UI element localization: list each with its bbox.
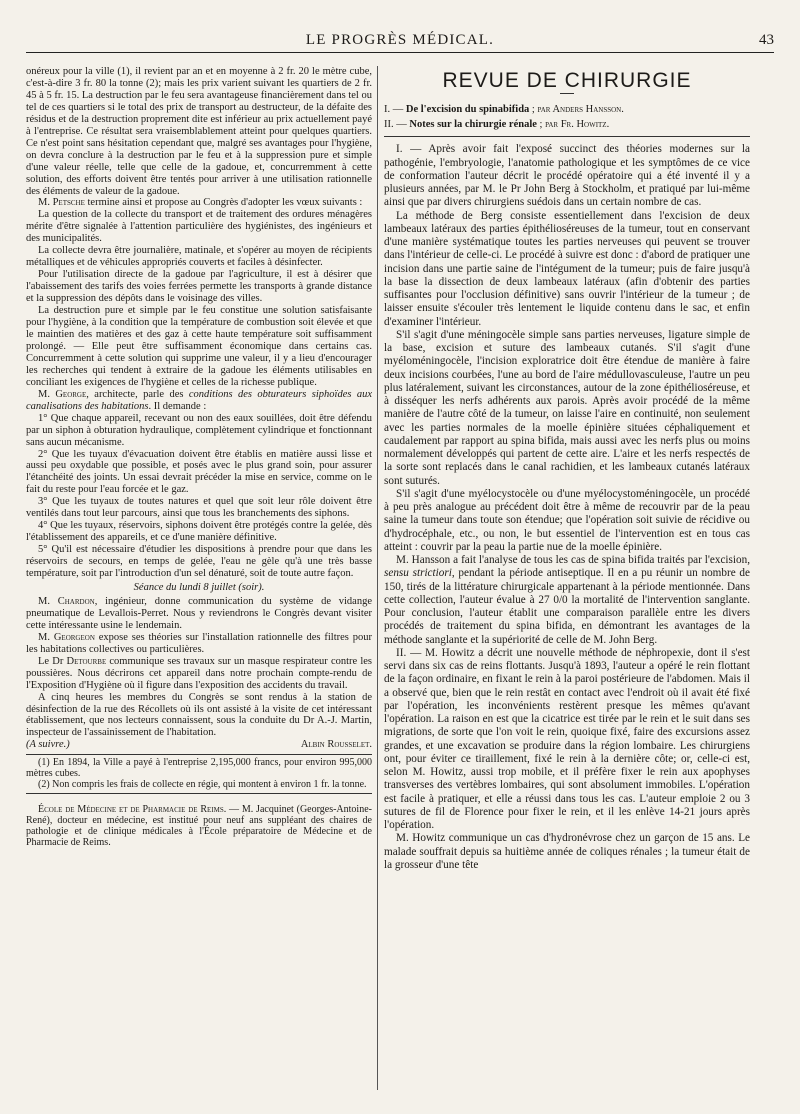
person-name: M. Petsche <box>38 197 85 209</box>
person-name: M. Georgeon <box>38 631 95 643</box>
toc-item: I. — De l'excision du spinabifida ; par Anders Hansson. <box>384 104 624 116</box>
paragraph: 5° Qu'il est nécessaire d'étudier les dispositions à prendre pour que dans les réservoirs de secours, en temps de gelée, l'eau ne gèle qu'à une très basse température, soit par l'introduction d'un sel dénaturé, soit de toute autre façon. <box>26 544 372 580</box>
person-name: M. George <box>38 388 87 400</box>
paragraph: onéreux pour la ville (1), il revient par an et en moyenne à 2 fr. 20 le mètre cube, c'est-à-dire 3 fr. 80 la tonne (2); mais les prix varient suivant les quartiers de 2 fr. 45 à 5 fr. 15. La destruction par le feu sera avantageuse financièrement dans tel ou tel de ces quartiers si le total des prix de transport au destructeur, de la défaite des résidus et de la destruction proprement dite est inférieur au prix actuellement payé à l'entreprise. Ce résultat sera vraisemblablement atteint pour quelques quartiers. Ce n'est point sans hésitation cependant que, malgré ses avantages pour l'hygiène, on devra conclure à la destruction par le feu et à la suppression pure et simple d'une valeur réelle, telle que celle de la gadoue, et, concurremment à cette solution, des efforts doivent être tentés pour arriver à une utilisation rationnelle des éléments de valeur de la gadoue. <box>26 66 372 197</box>
paragraph: 4° Que les tuyaux, réservoirs, siphons doivent être protégés contre la gelée, dès l'établissement des appareils, et ce d'une manière définitive. <box>26 520 372 544</box>
paragraph: M. Howitz communique un cas d'hydronévrose chez un garçon de 15 ans. Le malade souffrait depuis sa huitième année de coliques rénales ; la tumeur était de la grosseur d'une tête <box>384 832 750 871</box>
paragraph: M. Hansson a fait l'analyse de tous les cas de spina bifida traités par l'excision, sensu strictiori, pendant la période antiseptique. Il en a pu réunir un nombre de 150, tirés de la littérature chirurgicale appartenant à la période mentionnée. Dans cette collection, l'auteur évalue à 27 0/0 la mortalité de l'intervention sanglante. Pour conclusion, l'auteur établit une comparaison parallèle entre les divers procédés de traitement du spina bifida, en démontrant les avantages de la méthode sanglante et la supériorité de celle de M. John Berg. <box>384 554 750 646</box>
column-divider <box>377 66 378 1090</box>
paragraph: M. Georgeon expose ses théories sur l'installation rationnelle des filtres pour les habitations collectives ou particulières. <box>26 631 372 655</box>
person-name: M. Chardon <box>38 595 95 607</box>
page-header <box>26 30 774 53</box>
paragraph: I. — Après avoir fait l'exposé succinct des théories modernes sur la pathogénie, l'embryologie, l'anatomie pathologique et les symptômes de ce vice de conformation l'auteur décrit le procédé opératoire qui a été inventé il y a plusieurs années, par M. le Pr John Berg à Stockholm, et pratiqué par lui-même ainsi que par divers chirurgiens suédois dans un certain nombre de cas. <box>384 143 750 209</box>
paragraph: 3° Que les tuyaux de toutes natures et quel que soit leur rôle doivent être ventilés dans tout leur parcours, ainsi que tous les branchements des siphons. <box>26 496 372 520</box>
paragraph: M. Chardon, ingénieur, donne communication du système de vidange pneumatique de Levallois-Perret. Nous y reviendrons le Congrès devant visiter cette intéressante usine le lendemain. <box>26 595 372 631</box>
paragraph: A cinq heures les membres du Congrès se sont rendus à la station de désinfection de la rue des Récollets où ils ont assisté à la visite de cet intéressant établissement, que nos lecteurs connaissent, sous la conduite du Dr A.-J. Martin, inspecteur de l'assainissement de l'habitation. <box>26 691 372 739</box>
to-be-continued: (A suivre.) <box>26 739 70 751</box>
paragraph: Pour l'utilisation directe de la gadoue par l'agriculture, il est à désirer que l'abaissement des tarifs des voies ferrées permette les transports à grande distance et la suppression des dépôts dans le voisinage des villes. <box>26 269 372 305</box>
toc-item: II. — Notes sur la chirurgie rénale ; par Fr. Howitz. <box>384 119 610 131</box>
footnote: (1) En 1894, la Ville a payé à l'entreprise 2,195,000 francs, pour environ 995,000 mètres cubes. <box>26 757 372 780</box>
left-column <box>26 66 372 848</box>
footnote: (2) Non compris les frais de collecte en régie, qui montent à environ 1 fr. la tonne. <box>38 779 367 791</box>
section-title: REVUE DE CHIRURGIE <box>442 69 692 92</box>
paragraph: 1° Que chaque appareil, recevant ou non des eaux souillées, doit être défendu par un siphon à obturation hydraulique, complètement cylindrique et fonctionnant sans aucun mécanisme. <box>26 412 372 448</box>
section-divider <box>26 793 372 794</box>
footnote-divider <box>26 754 372 755</box>
toc-divider <box>384 136 750 137</box>
page-number: 43 <box>759 32 774 48</box>
paragraph: 2° Que les tuyaux d'évacuation doivent être établis en matière aussi lisse et aussi peu oxydable que possible, et posés avec le plus grand soin, pour assurer l'étanchéité des joints. Un essai devrait précéder la mise en service, comme on le fait du reste pour l'eau forcée et le gaz. <box>26 448 372 496</box>
paragraph: M. George, architecte, parle des conditions des obturateurs siphoïdes aux canalisations des habitations. Il demande : <box>26 388 372 412</box>
right-column <box>384 66 750 872</box>
paragraph: La méthode de Berg consiste essentiellement dans l'excision de deux lambeaux latéraux des parties épithélioséreuses de la tumeur, tout en conservant d'une manière systématique toutes les parties nerveuses qui peuvent se trouver dans l'intérieur de celle-ci. Le procédé à suivre est donc : d'abord de pratiquer une incision dans une partie saine de l'intégument de la tumeur; puis de faire jusqu'à la base la dissection de deux lambeaux latéraux (afin d'obtenir des parties suffisantes pour l'occlusion définitive) sans ouvrir l'intérieur de la tumeur ; de laisser ensuite s'écouler très lentement le liquide contenu dans le sac, et enfin d'examiner l'intérieur. <box>384 209 750 328</box>
title-rule <box>560 93 574 94</box>
paragraph: S'il s'agit d'une méningocèle simple sans parties nerveuses, ligature simple de la base, excision et suture des lambeaux cutanés. S'il s'agit d'une myéloméningocèle, l'incision exploratrice doit être étendue de manière à faire deux incisions courbées, l'une au bord de l'aire médullovasculeuse, l'autre un peu plus latéralement, suivant les circonstances, autour de la zone épithélioséreuse, et à disséquer les nerfs adhérents aux parois. Après avoir procédé de la même manière de l'autre côté de la tumeur, on laisse l'aire en continuité, non seulement avec les parties normales de la moelle épinière situées céphaliquement et caudalement par rapport au spina bifida, mais aussi avec les nerfs plus ou moins normalement développés qui partent de cette aire. L'aire et les nerfs respectés de la sorte sont replacés dans le canal rachidien, et les lambeaux cutanés latéraux sont suturés. <box>384 328 750 487</box>
news-item: École de Médecine et de Pharmacie de Reims. — M. Jacquinet (Georges-Antoine-René), docteur en médecine, est institué pour neuf ans suppléant des chaires de pathologie et de clinique médicales à l'École préparatoire de Médecine et de Pharmacie de Reims. <box>26 804 372 849</box>
paragraph: M. Petsche termine ainsi et propose au Congrès d'adopter les vœux suivants : <box>38 197 363 209</box>
session-heading: Séance du lundi 8 juillet (soir). <box>133 581 265 593</box>
paragraph: S'il s'agit d'une myélocystocèle ou d'une myélocystoméningocèle, un procédé à peu près analogue au précédent doit être à même de recouvrir par de la peau saine la tumeur dans toute son étendue; que l'opération soit suivie de récidive ou d'hydrocéphale, etc., ou non, le but essentiel de l'intervention est en tous cas atteint : couvrir par la peau la partie nue de la moelle épinière. <box>384 487 750 553</box>
person-name: Detourbe <box>66 655 107 667</box>
news-title: École de Médecine et de Pharmacie de Reims. <box>38 804 227 816</box>
paragraph: La destruction pure et simple par le feu constitue une solution satisfaisante pour l'hygiène, à la condition que la température de combustion soit élevée et que le maintien des matières et des gaz à cette haute température soit suffisamment prolongé. — Elle peut être suffisamment économique dans certains cas. Concurremment à cette solution qui supprime une valeur, il y a lieu d'encourager les recherches qui tendent à extraire de la gadoue les éléments utilisables en conciliant les exigences de l'hygiène et celles de la richesse publique. <box>26 305 372 388</box>
journal-title: LE PROGRÈS MÉDICAL. <box>305 32 495 48</box>
paragraph: La question de la collecte du transport et de traitement des ordures ménagères mérite d'être signalée à l'attention particulière des hygiénistes, des ingénieurs et des municipalités. <box>26 209 372 245</box>
paragraph: II. — M. Howitz a décrit une nouvelle méthode de néphropexie, dont il s'est servi dans six cas de reins flottants. Jusqu'à 1893, l'auteur a opéré le rein flottant de la façon ordinaire, en fixant le rein à la paroi postérieure de l'abdomen. Mais il a observé que, bien que le rein restât en contact avec l'endroit où il avait été fixé par l'opération, les inconvénients restèrent presque les mêmes qu'avant l'opération. La raison en est que la cicatrice est tirée par le rein et le suit dans ses migrations, de sorte que l'on voit le rein, quoique fixé, faire des excursions assez grandes, et une excavation se produire dans la région lombaire. Les chirurgiens ont, pour éviter ce tiraillement, fixé le rein à la dernière côte; or, celle-ci est, selon M. Howitz, aussi trop mobile, et il préfère fixer le rein aux apophyses transverses des vertèbres lombaires, qui sont absolument immobiles. L'opération est facile à pratiquer, et elle a réussi dans tous les cas. L'auteur emploie 2 ou 3 sutures de fil de Florence pour fixer le rein, et il les enlève 14-21 jours après l'opération. <box>384 646 750 831</box>
paragraph: Le Dr Detourbe communique ses travaux sur un masque respirateur contre les poussières. Nous décrirons cet appareil dans notre prochain compte-rendu de l'Exposition d'Hygiène où il figure dans l'exposition des accidents du travail. <box>26 655 373 691</box>
signature-line <box>26 739 372 751</box>
paragraph: La collecte devra être journalière, matinale, et s'opérer au moyen de récipients métalliques et de véhicules appropriés couverts et faciles à désinfecter. <box>26 245 372 269</box>
author-signature: Albin Rousselet. <box>300 739 372 751</box>
